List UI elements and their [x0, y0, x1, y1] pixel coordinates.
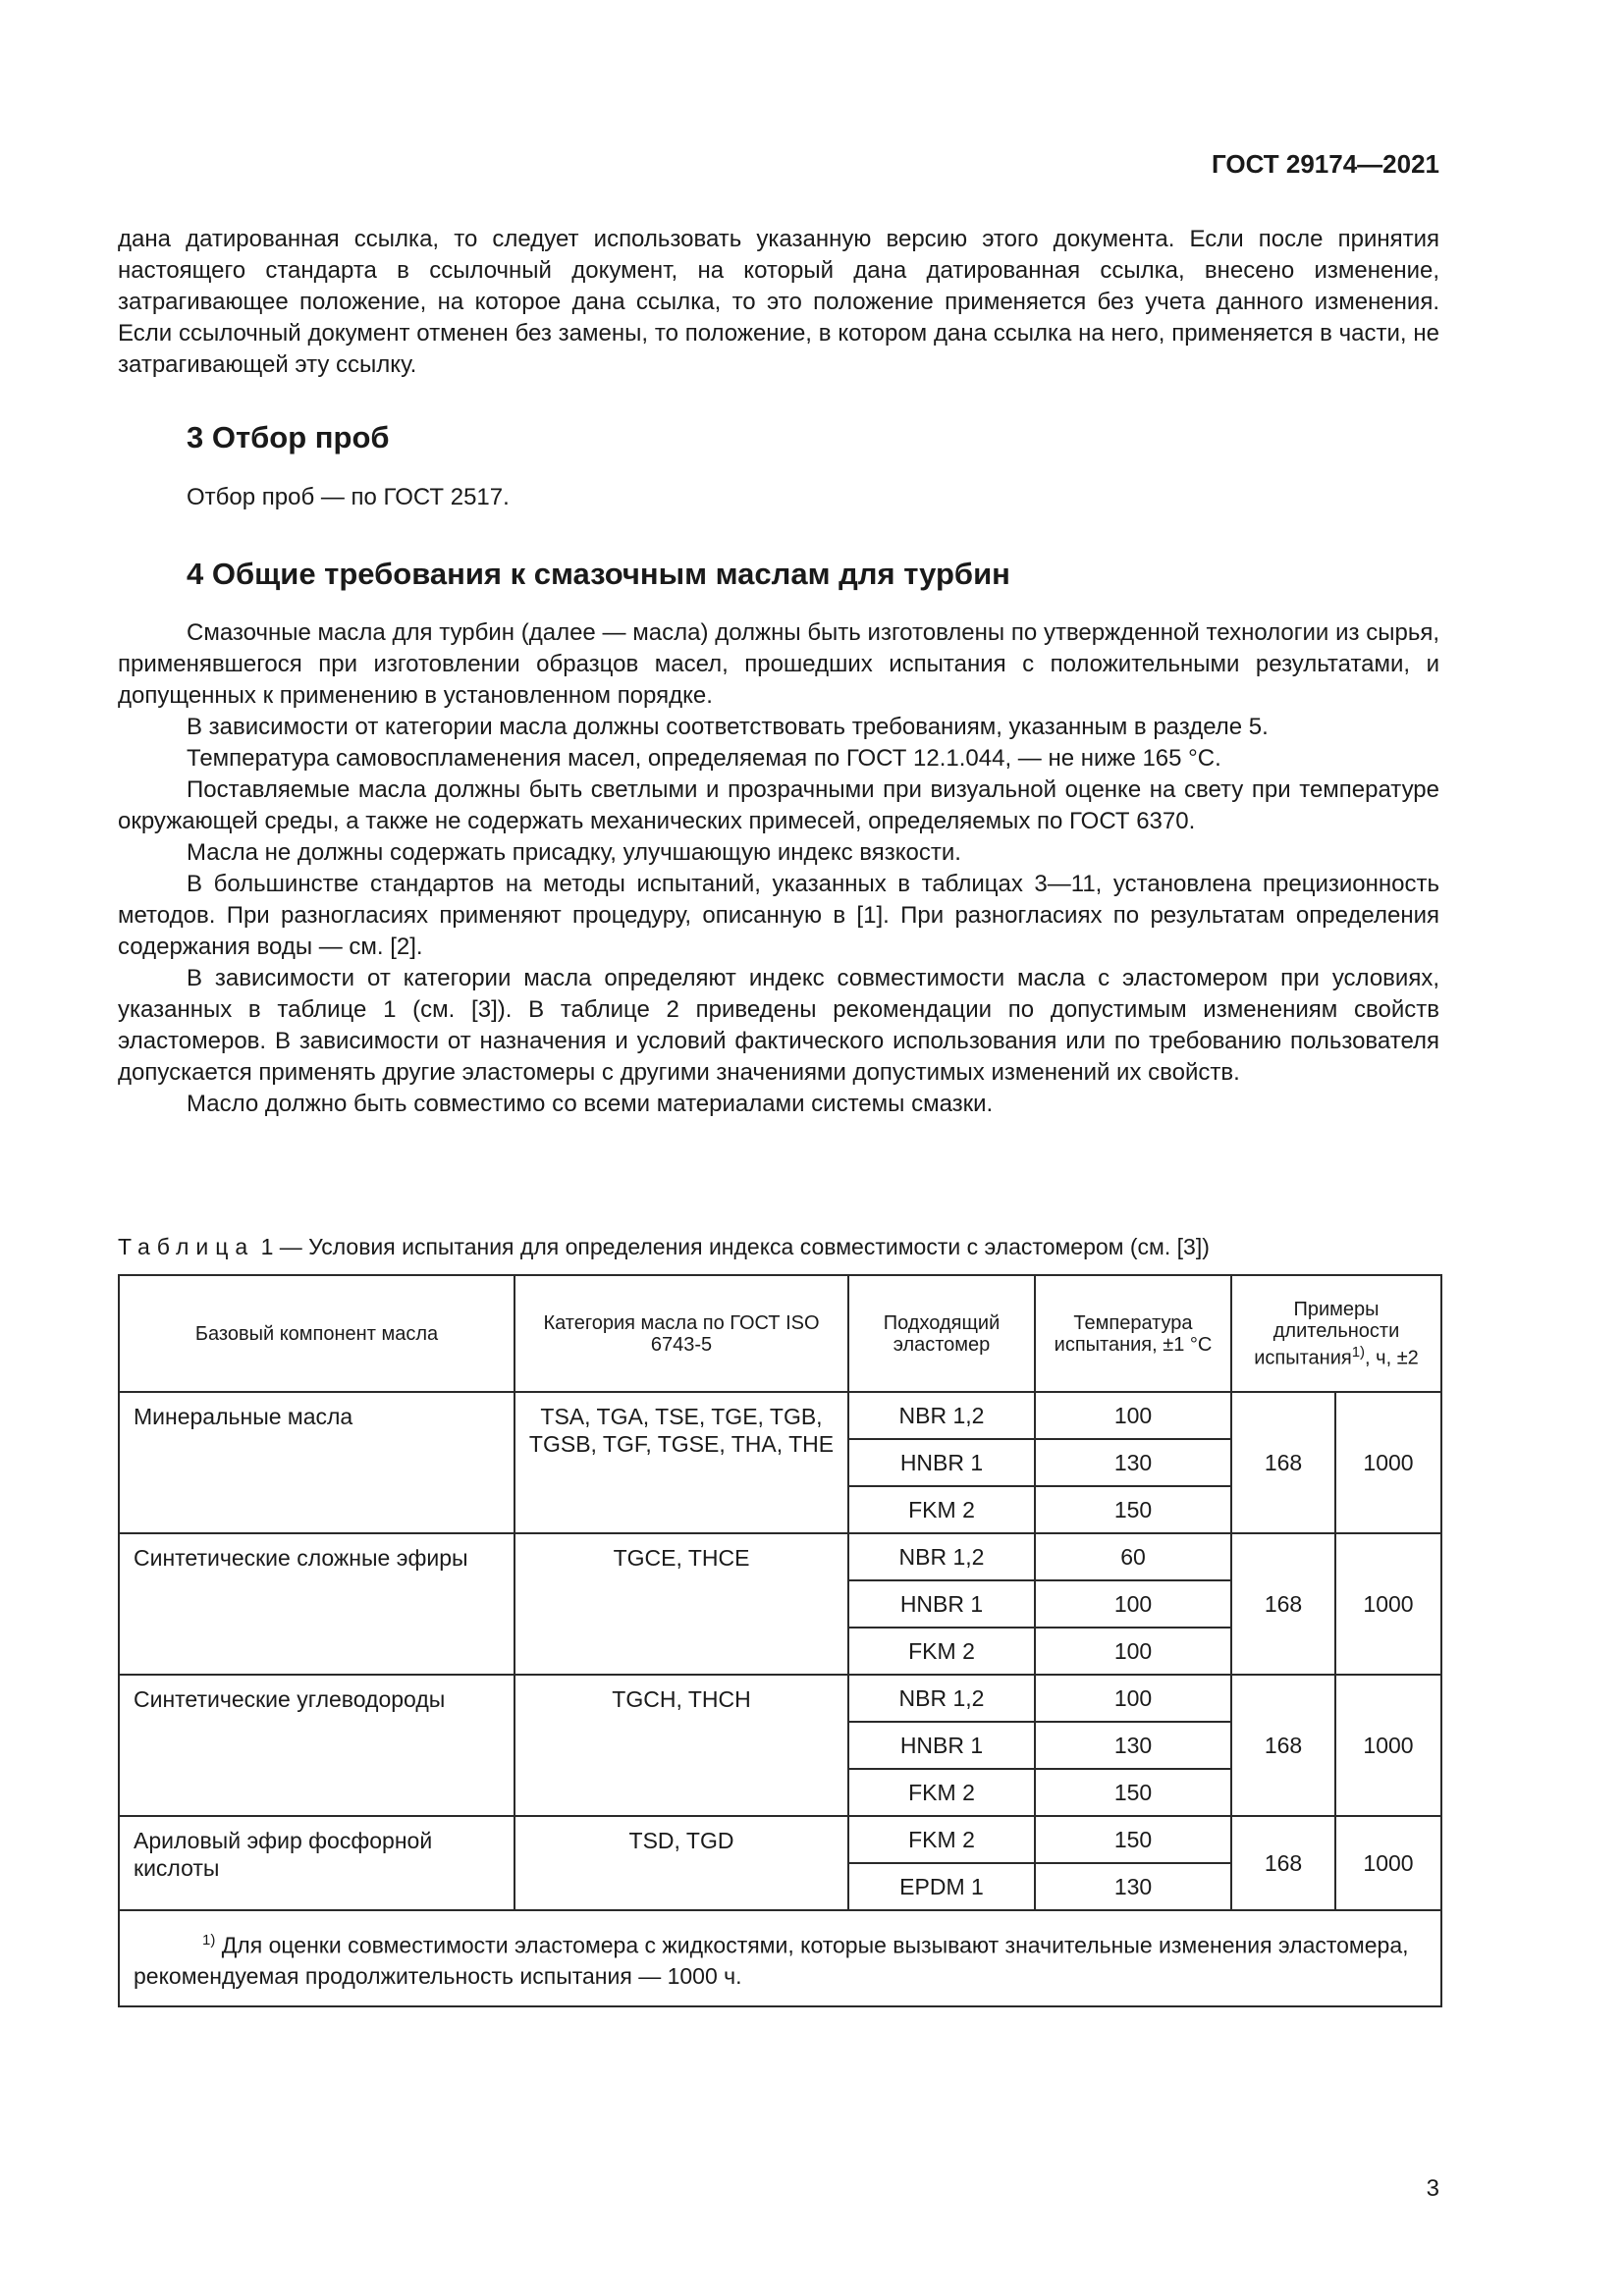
temperature-cell: 150: [1035, 1486, 1231, 1533]
section-4-paragraph: Температура самовоспламенения масел, определяемая по ГОСТ 12.1.044, — не ниже 165 °С.: [187, 745, 1221, 772]
header-duration: Примеры длительности испытания$^{1)}$, ч, ±2: [1231, 1275, 1441, 1392]
intro-text: дана датированная ссылка, то следует использовать указанную версию этого документа. Если после принятия настоящего стандарта в ссылочный документ, на который дана датированная ссылка, внесено изменение, затрагивающее положение, на которое дана ссылка, то это положение применяется без учета данного изменения. Если ссылочный документ отменен без замены, то положение, в котором дана ссылка на него, применяется в части, не затрагивающей эту ссылку.: [118, 226, 1439, 378]
table-header-row: [119, 1275, 1441, 1392]
elastomer-cell: NBR 1,2: [848, 1392, 1035, 1439]
section-4-paragraph: Смазочные масла для турбин (далее — масла) должны быть изготовлены по утвержденной технологии из сырья, применявшегося при изготовлении образцов масел, прошедших испытания с положительными результатами, и допущенных к применению в установленном порядке.: [118, 619, 1439, 709]
duration-cell-2: 1000: [1335, 1392, 1441, 1533]
page-number: 3: [1426, 2175, 1439, 2202]
duration-cell-1: 168: [1231, 1533, 1335, 1675]
oil-category-cell: TSD, TGD: [514, 1816, 848, 1910]
temperature-cell: 100: [1035, 1675, 1231, 1722]
header-base-component: Базовый компонент масла: [119, 1275, 514, 1392]
table-row: [119, 1533, 1441, 1580]
temperature-cell: 130: [1035, 1863, 1231, 1910]
duration-cell-2: 1000: [1335, 1533, 1441, 1675]
section-4-paragraph: Поставляемые масла должны быть светлыми и прозрачными при визуальной оценке на свету при температуре окружающей среды, а также не содержать механических примесей, определяемых по ГОСТ 6370.: [118, 776, 1439, 834]
elastomer-cell: HNBR 1: [848, 1722, 1035, 1769]
section-4-paragraph: Масла не должны содержать присадку, улучшающую индекс вязкости.: [187, 839, 961, 866]
intro-paragraph: [118, 224, 1439, 381]
elastomer-cell: NBR 1,2: [848, 1533, 1035, 1580]
base-component-cell: Синтетические сложные эфиры: [119, 1533, 514, 1675]
duration-cell-1: 168: [1231, 1816, 1335, 1910]
section-4-paragraph: Масло должно быть совместимо со всеми материалами системы смазки.: [187, 1091, 994, 1117]
duration-cell-2: 1000: [1335, 1675, 1441, 1816]
elastomer-cell: FKM 2: [848, 1816, 1035, 1863]
section-4-heading: 4 Общие требования к смазочным маслам для турбин: [187, 557, 1010, 591]
base-component-cell: Синтетические углеводороды: [119, 1675, 514, 1816]
temperature-cell: 100: [1035, 1580, 1231, 1628]
oil-category-cell: TSA, TGA, TSE, TGE, TGB, TGSB, TGF, TGSE, THA, THE: [514, 1392, 848, 1533]
elastomer-compatibility-table: [118, 1274, 1442, 2007]
section-3-text: Отбор проб — по ГОСТ 2517.: [187, 484, 510, 510]
table-row: [119, 1392, 1441, 1439]
table-caption-label: Таблица: [118, 1234, 255, 1259]
table-row: [119, 1675, 1441, 1722]
elastomer-cell: HNBR 1: [848, 1439, 1035, 1486]
table-1-caption: [118, 1234, 1210, 1260]
oil-category-cell: TGCH, THCH: [514, 1675, 848, 1816]
footnote-mark: 1): [202, 1932, 216, 1949]
temperature-cell: 60: [1035, 1533, 1231, 1580]
document-id-header: ГОСТ 29174—2021: [1212, 149, 1439, 179]
section-3-heading: 3 Отбор проб: [187, 420, 390, 454]
duration-cell-1: 168: [1231, 1392, 1335, 1533]
section-4-paragraph: В зависимости от категории масла должны соответствовать требованиям, указанным в разделе 5.: [187, 714, 1269, 740]
temperature-cell: 150: [1035, 1769, 1231, 1816]
elastomer-cell: EPDM 1: [848, 1863, 1035, 1910]
temperature-cell: 150: [1035, 1816, 1231, 1863]
duration-cell-1: 168: [1231, 1675, 1335, 1816]
table-row: [119, 1816, 1441, 1863]
duration-cell-2: 1000: [1335, 1816, 1441, 1910]
section-3-body: [118, 482, 1439, 513]
header-elastomer: Подходящий эластомер: [848, 1275, 1035, 1392]
oil-category-cell: TGCE, THCE: [514, 1533, 848, 1675]
section-4-paragraph: В зависимости от категории масла определяют индекс совместимости масла с эластомером при условиях, указанных в таблице 1 (см. [3]). В таблице 2 приведены рекомендации по допустимым изменениям свойств эластомеров. В зависимости от назначения и условий фактического использования или по требованию пользователя допускается применять другие эластомеры с другими значениями допустимых изменений их свойств.: [118, 965, 1439, 1086]
section-4-paragraph: В большинстве стандартов на методы испытаний, указанных в таблицах 3—11, установлена прецизионность методов. При разногласиях применяют процедуру, описанную в [1]. При разногласиях по результатам определения содержания воды — см. [2].: [118, 871, 1439, 960]
header-temperature: Температура испытания, ±1 °С: [1035, 1275, 1231, 1392]
temperature-cell: 100: [1035, 1628, 1231, 1675]
elastomer-cell: NBR 1,2: [848, 1675, 1035, 1722]
elastomer-cell: FKM 2: [848, 1486, 1035, 1533]
table-footnote-row: [119, 1910, 1441, 2006]
header-oil-category: Категория масла по ГОСТ ISO 6743-5: [514, 1275, 848, 1392]
table-caption-text: 1 — Условия испытания для определения индекса совместимости с эластомером (см. [3]): [254, 1234, 1210, 1259]
footnote-text: Для оценки совместимости эластомера с жидкостями, которые вызывают значительные изменения эластомера, рекомендуемая продолжительность испытания — 1000 ч.: [134, 1932, 1409, 1989]
table-footnote: [119, 1910, 1441, 2006]
base-component-cell: Ариловый эфир фосфорной кислоты: [119, 1816, 514, 1910]
section-4-body: [118, 617, 1439, 1120]
elastomer-cell: FKM 2: [848, 1769, 1035, 1816]
elastomer-cell: HNBR 1: [848, 1580, 1035, 1628]
elastomer-cell: FKM 2: [848, 1628, 1035, 1675]
temperature-cell: 130: [1035, 1439, 1231, 1486]
temperature-cell: 100: [1035, 1392, 1231, 1439]
temperature-cell: 130: [1035, 1722, 1231, 1769]
base-component-cell: Минеральные масла: [119, 1392, 514, 1533]
